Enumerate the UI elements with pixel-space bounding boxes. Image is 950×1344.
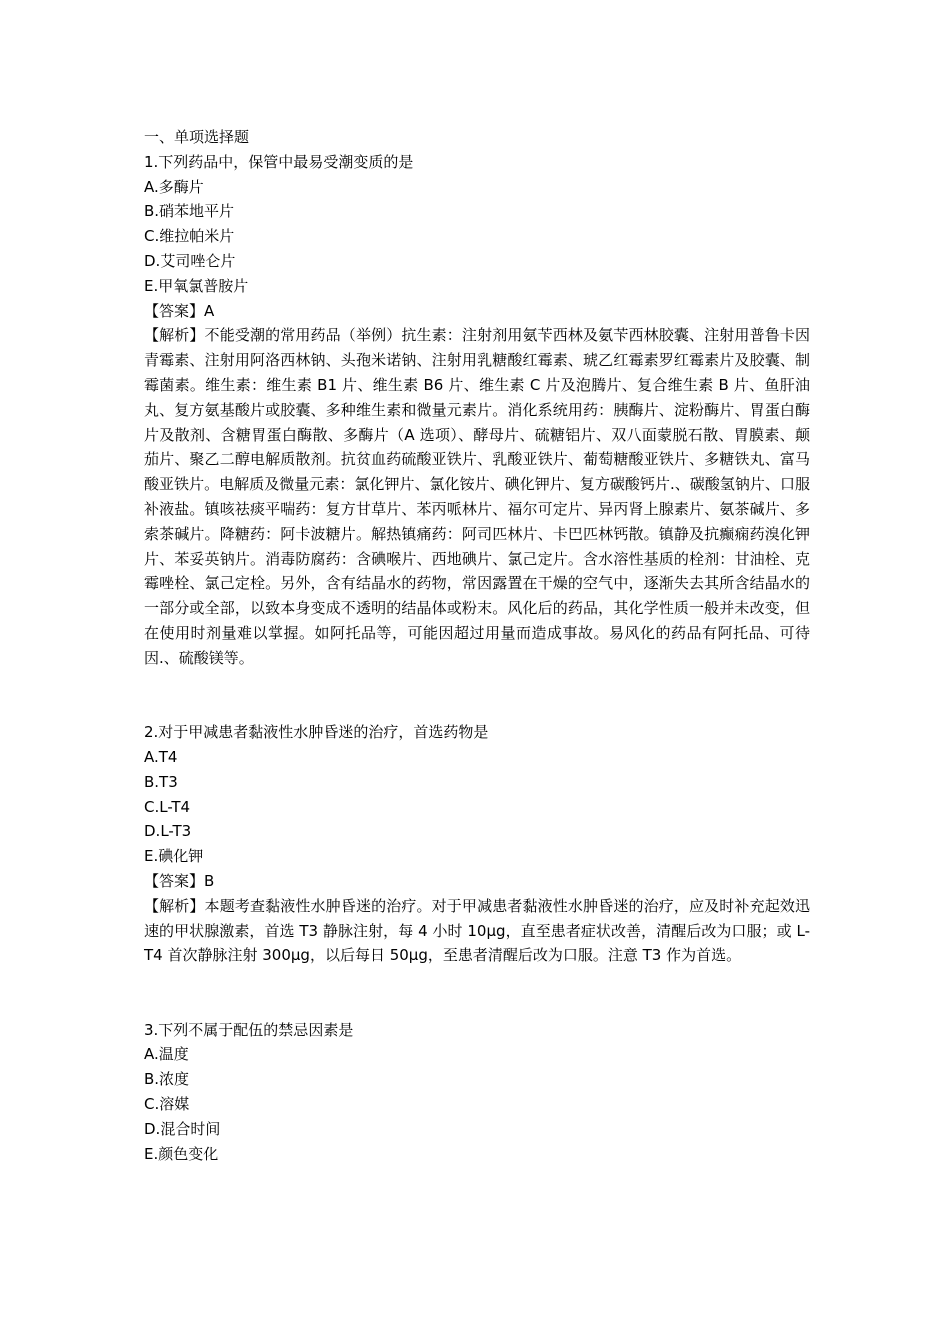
option-a: A.T4 [144, 747, 178, 766]
question-1 [144, 150, 810, 671]
option-b: B.硝苯地平片 [144, 202, 235, 221]
spacer [144, 671, 810, 721]
question-3 [144, 1018, 810, 1167]
option-c: C.L-T4 [144, 797, 191, 816]
question-stem: 1.下列药品中，保管中最易受潮变质的是 [144, 152, 414, 171]
analysis: 【解析】本题考查黏液性水肿昏迷的治疗。对于甲减患者黏液性水肿昏迷的治疗，应及时补充起效迅速的甲状腺激素，首选 T3 静脉注射，每 4 小时 10μg，直至患者症状改善，清醒后改为口服；或 L-T4 首次静脉注射 300μg，以后每日 50μg，至患者清醒后改为口服。注意 T3 作为首选。 [144, 896, 810, 965]
option-e: E.颜色变化 [144, 1144, 219, 1163]
option-c: C.溶媒 [144, 1095, 190, 1114]
answer: 【答案】B [144, 871, 215, 890]
answer: 【答案】A [144, 301, 215, 320]
spacer [144, 968, 810, 1018]
section-title: 一、单项选择题 [144, 128, 250, 146]
option-d: D.混合时间 [144, 1119, 221, 1138]
question-stem: 3.下列不属于配伍的禁忌因素是 [144, 1020, 354, 1039]
option-b: B.浓度 [144, 1070, 190, 1089]
question-2 [144, 720, 810, 968]
option-e: E.碘化钾 [144, 847, 204, 866]
option-a: A.多酶片 [144, 177, 204, 196]
option-b: B.T3 [144, 772, 178, 791]
option-d: D.艾司唑仑片 [144, 251, 236, 270]
option-d: D.L-T3 [144, 822, 192, 841]
option-c: C.维拉帕米片 [144, 227, 235, 246]
question-stem: 2.对于甲减患者黏液性水肿昏迷的治疗，首选药物是 [144, 723, 489, 742]
document-page [144, 125, 810, 1166]
option-a: A.温度 [144, 1045, 189, 1064]
option-e: E.甲氧氯普胺片 [144, 276, 249, 295]
analysis: 【解析】不能受潮的常用药品（举例）抗生素：注射剂用氨苄西林及氨苄西林胶囊、注射用普鲁卡因青霉素、注射用阿洛西林钠、头孢米诺钠、注射用乳糖酸红霉素、琥乙红霉素罗红霉素片及胶囊、制霉菌素。维生素：维生素 B1 片、维生素 B6 片、维生素 C 片及泡腾片、复合维生素 B 片、鱼肝油丸、复方氨基酸片或胶囊、多种维生素和微量元素片。消化系统用药：胰酶片、淀粉酶片、胃蛋白酶片及散剂、含糖胃蛋白酶散、多酶片（A 选项）、酵母片、硫糖铝片、双八面蒙脱石散、胃膜素、颠茄片、聚乙二醇电解质散剂。抗贫血药硫酸亚铁片、乳酸亚铁片、葡萄糖酸亚铁片、多糖铁丸、富马酸亚铁片。电解质及微量元素：氯化钾片、氯化铵片、碘化钾片、复方碳酸钙片.、碳酸氢钠片、口服补液盐。镇咳祛痰平喘药：复方甘草片、苯丙哌林片、福尔可定片、异丙肾上腺素片、氨茶碱片、多索茶碱片。降糖药：阿卡波糖片。解热镇痛药：阿司匹林片、卡巴匹林钙散。镇静及抗癫痫药溴化钾片、苯妥英钠片。消毒防腐药：含碘喉片、西地碘片、氯己定片。含水溶性基质的栓剂：甘油栓、克霉唑栓、氯己定栓。另外，含有结晶水的药物，常因露置在干燥的空气中，逐渐失去其所含结晶水的一部分或全部，以致本身变成不透明的结晶体或粉末。风化后的药品，其化学性质一般并未改变，但在使用时剂量难以掌握。如阿托品等，可能因超过用量而造成事故。易风化的药品有阿托品、可待因.、硫酸镁等。 [144, 326, 810, 667]
